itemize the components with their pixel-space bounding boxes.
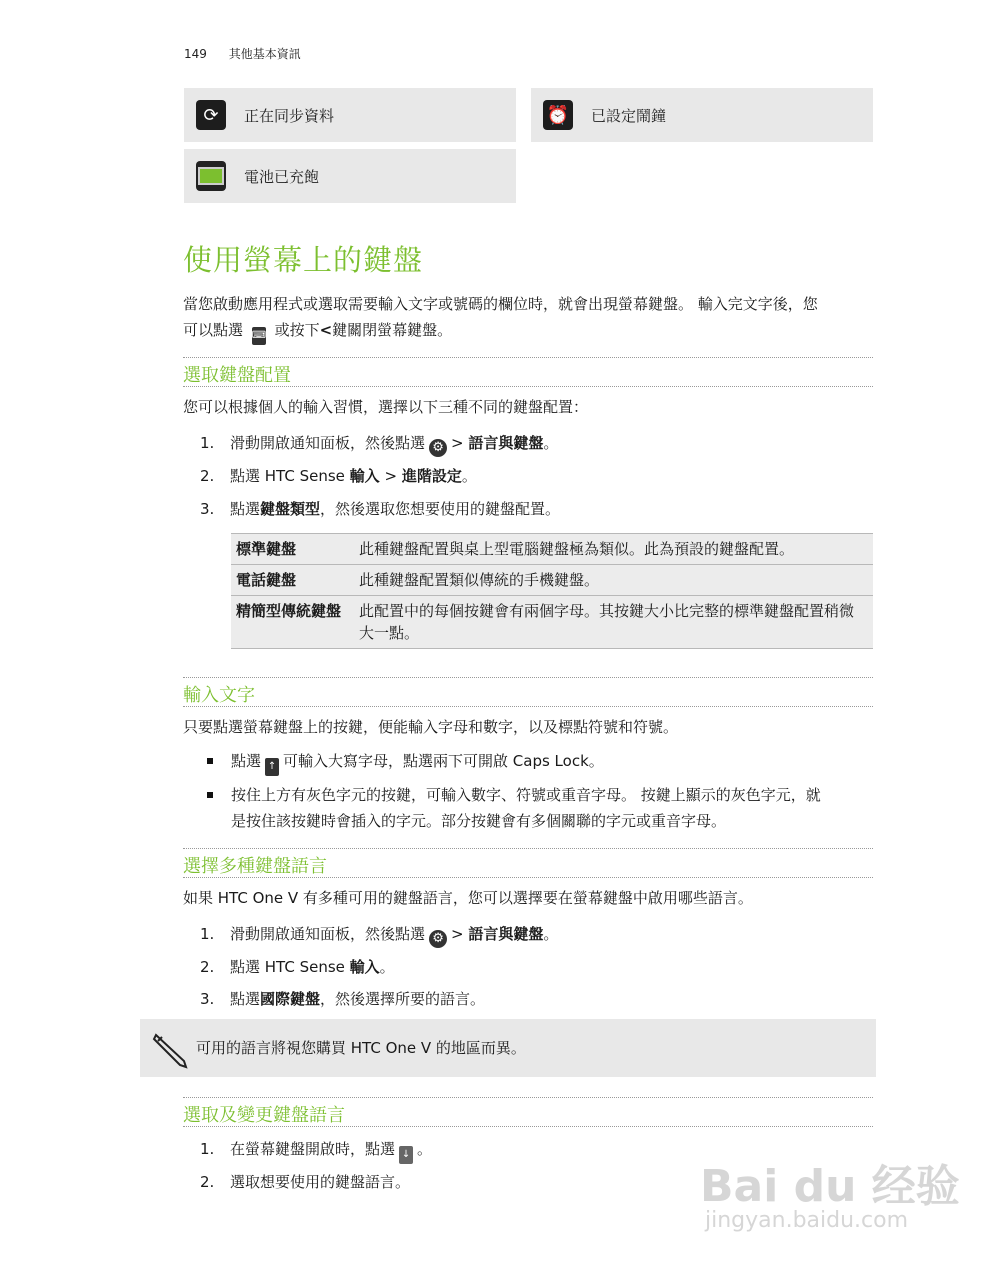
- status-alarm: [531, 88, 873, 142]
- step-item: 3. 點選鍵盤類型，然後選取您想要使用的鍵盤配置。: [200, 500, 561, 518]
- status-label: 正在同步資料: [244, 106, 335, 125]
- step-item: 1. 滑動開啟通知面板，然後點選 ⚙ > 語言與鍵盤。: [200, 434, 559, 455]
- keyboard-layout-table: [231, 533, 873, 649]
- alarm-icon: ⏰: [543, 100, 573, 130]
- page-number: 149: [184, 47, 207, 61]
- section-heading: 選取鍵盤配置: [183, 357, 873, 387]
- keyboard-close-icon: ⌨: [252, 327, 266, 345]
- watermark-url: jingyan.baidu.com: [705, 1208, 909, 1233]
- list-item: 點選 ↑ 可輸入大寫字母，點選兩下可開啟 Caps Lock。: [207, 748, 872, 776]
- section-heading: 選擇多種鍵盤語言: [183, 848, 873, 878]
- gear-icon: ⚙: [429, 439, 447, 457]
- table-row: 精簡型傳統鍵盤 此配置中的每個按鍵會有兩個字母。其按鍵大小比完整的標準鍵盤配置稍微大一點。: [231, 596, 873, 649]
- status-battery: [184, 149, 516, 203]
- back-icon: <: [319, 321, 333, 339]
- list-item: 按住上方有灰色字元的按鍵，可輸入數字、符號或重音字母。 按鍵上顯示的灰色字元，就 是按住該按鍵時會插入的字元。部分按鍵會有多個關聯的字元或重音字母。: [207, 782, 872, 834]
- section-heading: 輸入文字: [183, 677, 873, 707]
- page-header: [184, 45, 301, 62]
- shift-key-icon: ↑: [265, 758, 279, 776]
- step-item: 2. 選取想要使用的鍵盤語言。: [200, 1173, 411, 1191]
- table-row: 標準鍵盤 此種鍵盤配置與桌上型電腦鍵盤極為類似。此為預設的鍵盤配置。: [231, 534, 873, 565]
- language-key-icon: ↓: [399, 1146, 413, 1164]
- note-box: [140, 1019, 876, 1077]
- gear-icon: ⚙: [429, 930, 447, 948]
- pencil-icon: [150, 1029, 190, 1069]
- step-item: 1. 在螢幕鍵盤開啟時，點選 ↓ 。: [200, 1138, 432, 1164]
- step-item: 3. 點選國際鍵盤，然後選擇所要的語言。: [200, 990, 486, 1008]
- section-heading: 選取及變更鍵盤語言: [183, 1097, 873, 1127]
- intro-paragraph: 當您啟動應用程式或選取需要輸入文字或號碼的欄位時，就會出現螢幕鍵盤。 輸入完文字後，您 可以點選 ⌨ 或按下<鍵關閉螢幕鍵盤。: [183, 291, 873, 345]
- step-item: 2. 點選 HTC Sense 輸入。: [200, 958, 395, 976]
- section-intro: 您可以根據個人的輸入習慣，選擇以下三種不同的鍵盤配置：: [183, 398, 589, 416]
- step-item: 2. 點選 HTC Sense 輸入 > 進階設定。: [200, 467, 477, 485]
- table-row: 電話鍵盤 此種鍵盤配置類似傳統的手機鍵盤。: [231, 565, 873, 596]
- sync-icon: ⟳: [196, 100, 226, 130]
- watermark-logo: Bai du 经验: [700, 1161, 960, 1212]
- section-intro: 只要點選螢幕鍵盤上的按鍵，便能輸入字母和數字，以及標點符號和符號。: [183, 718, 679, 736]
- page-title: 使用螢幕上的鍵盤: [183, 243, 424, 277]
- status-label: 電池已充飽: [244, 167, 320, 186]
- note-text: 可用的語言將視您購買 HTC One V 的地區而異。: [196, 1039, 526, 1057]
- step-item: 1. 滑動開啟通知面板，然後點選 ⚙ > 語言與鍵盤。: [200, 925, 559, 946]
- battery-full-icon: [196, 161, 226, 191]
- section-intro: 如果 HTC One V 有多種可用的鍵盤語言，您可以選擇要在螢幕鍵盤中啟用哪些語言。: [183, 889, 753, 907]
- chapter-title: 其他基本資訊: [228, 47, 301, 61]
- status-label: 已設定鬧鐘: [591, 106, 667, 125]
- status-sync: [184, 88, 516, 142]
